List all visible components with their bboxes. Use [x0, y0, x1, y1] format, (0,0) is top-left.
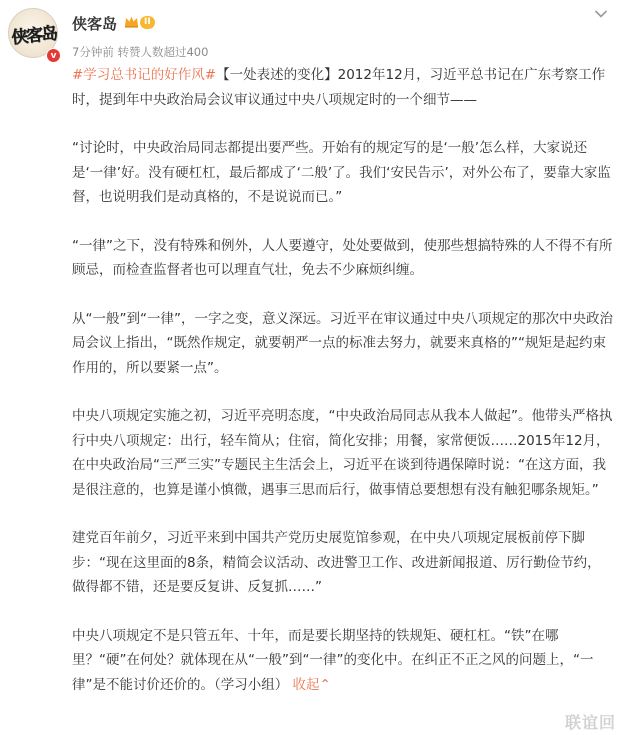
paragraph-3: “一律”之下，没有特殊和例外，人人要遵守，处处要做到，使那些想搞特殊的人不得不有所顾忌，而检查监督者也可以理直气壮，免去不少麻烦纠缠。	[72, 237, 613, 278]
topic-link[interactable]: #学习总书记的好作风#	[72, 67, 217, 83]
member-level-badge[interactable]: II	[140, 16, 155, 29]
paragraph-4: 从“一般”到“一律”，一字之变，意义深远。习近平在审议通过中央八项规定的那次中央政治局会议上指出，“既然作规定，就要朝严一点的标准去努力，就要来真格的”“规矩是起约束作用的，所以要紧一点”。	[72, 310, 613, 376]
chevron-down-icon[interactable]	[594, 9, 608, 19]
paragraph-7-text: 中央八项规定不是只管五年、十年，而是要长期坚持的铁规矩、硬杠杠。“铁”在哪里？“硬”在何处？就体现在从“一般”到“一律”的变化中。在纠正不正之风的问题上，“一律”是不能讨价还价的。（学习小组）	[72, 627, 594, 693]
verified-badge: v	[46, 48, 61, 63]
paragraph-5: 中央八项规定实施之初，习近平亮明态度，“中央政治局同志从我本人做起”。他带头严格执行中央八项规定：出行，轻车简从；住宿，简化安排；用餐，家常便饭……2015年12月，在中央政治局“三严三实”专题民主生活会上，习近平在谈到待遇保障时说：“在这方面，我是很注意的，也算是谨小慎微，遇事三思而后行，做事情总要想想有没有触犯哪条规矩。”	[72, 408, 613, 498]
crown-icon[interactable]	[124, 15, 139, 28]
collapse-button[interactable]: 收起⌃	[292, 676, 331, 693]
author-name[interactable]: 侠客岛	[72, 15, 118, 33]
watermark: 联谊回	[564, 713, 616, 732]
paragraph-2: “讨论时，中央政治局同志都提出要严些。开始有的规定写的是‘一般’怎么样，大家说还是‘一律’好。没有硬杠杠，最后都成了‘二般’了。我们‘安民告示’，对外公布了，要靠大家监督，也说明我们是动真格的，不是说说而已。”	[72, 140, 611, 205]
paragraph-7	[72, 624, 614, 698]
paragraph-1-text: 【一处表述的变化】2012年12月，习近平总书记在广东考察工作时，提到年中央政治局会议审议通过中央八项规定时的一个细节——	[72, 67, 606, 108]
avatar-logo: 侠客岛	[9, 23, 57, 48]
post-content	[72, 63, 614, 697]
post-time[interactable]: 7分钟前	[72, 45, 114, 59]
post-meta	[72, 44, 208, 60]
repost-count: 转赞人数超过400	[117, 45, 209, 59]
paragraph-1	[72, 63, 614, 112]
paragraph-6: 建党百年前夕，习近平来到中国共产党历史展览馆参观，在中央八项规定展板前停下脚步：“现在这里面的8条，精简会议活动、改进警卫工作、改进新闻报道、厉行勤俭节约，做得都不错，还是要反复讲、反复抓……”	[72, 530, 601, 595]
